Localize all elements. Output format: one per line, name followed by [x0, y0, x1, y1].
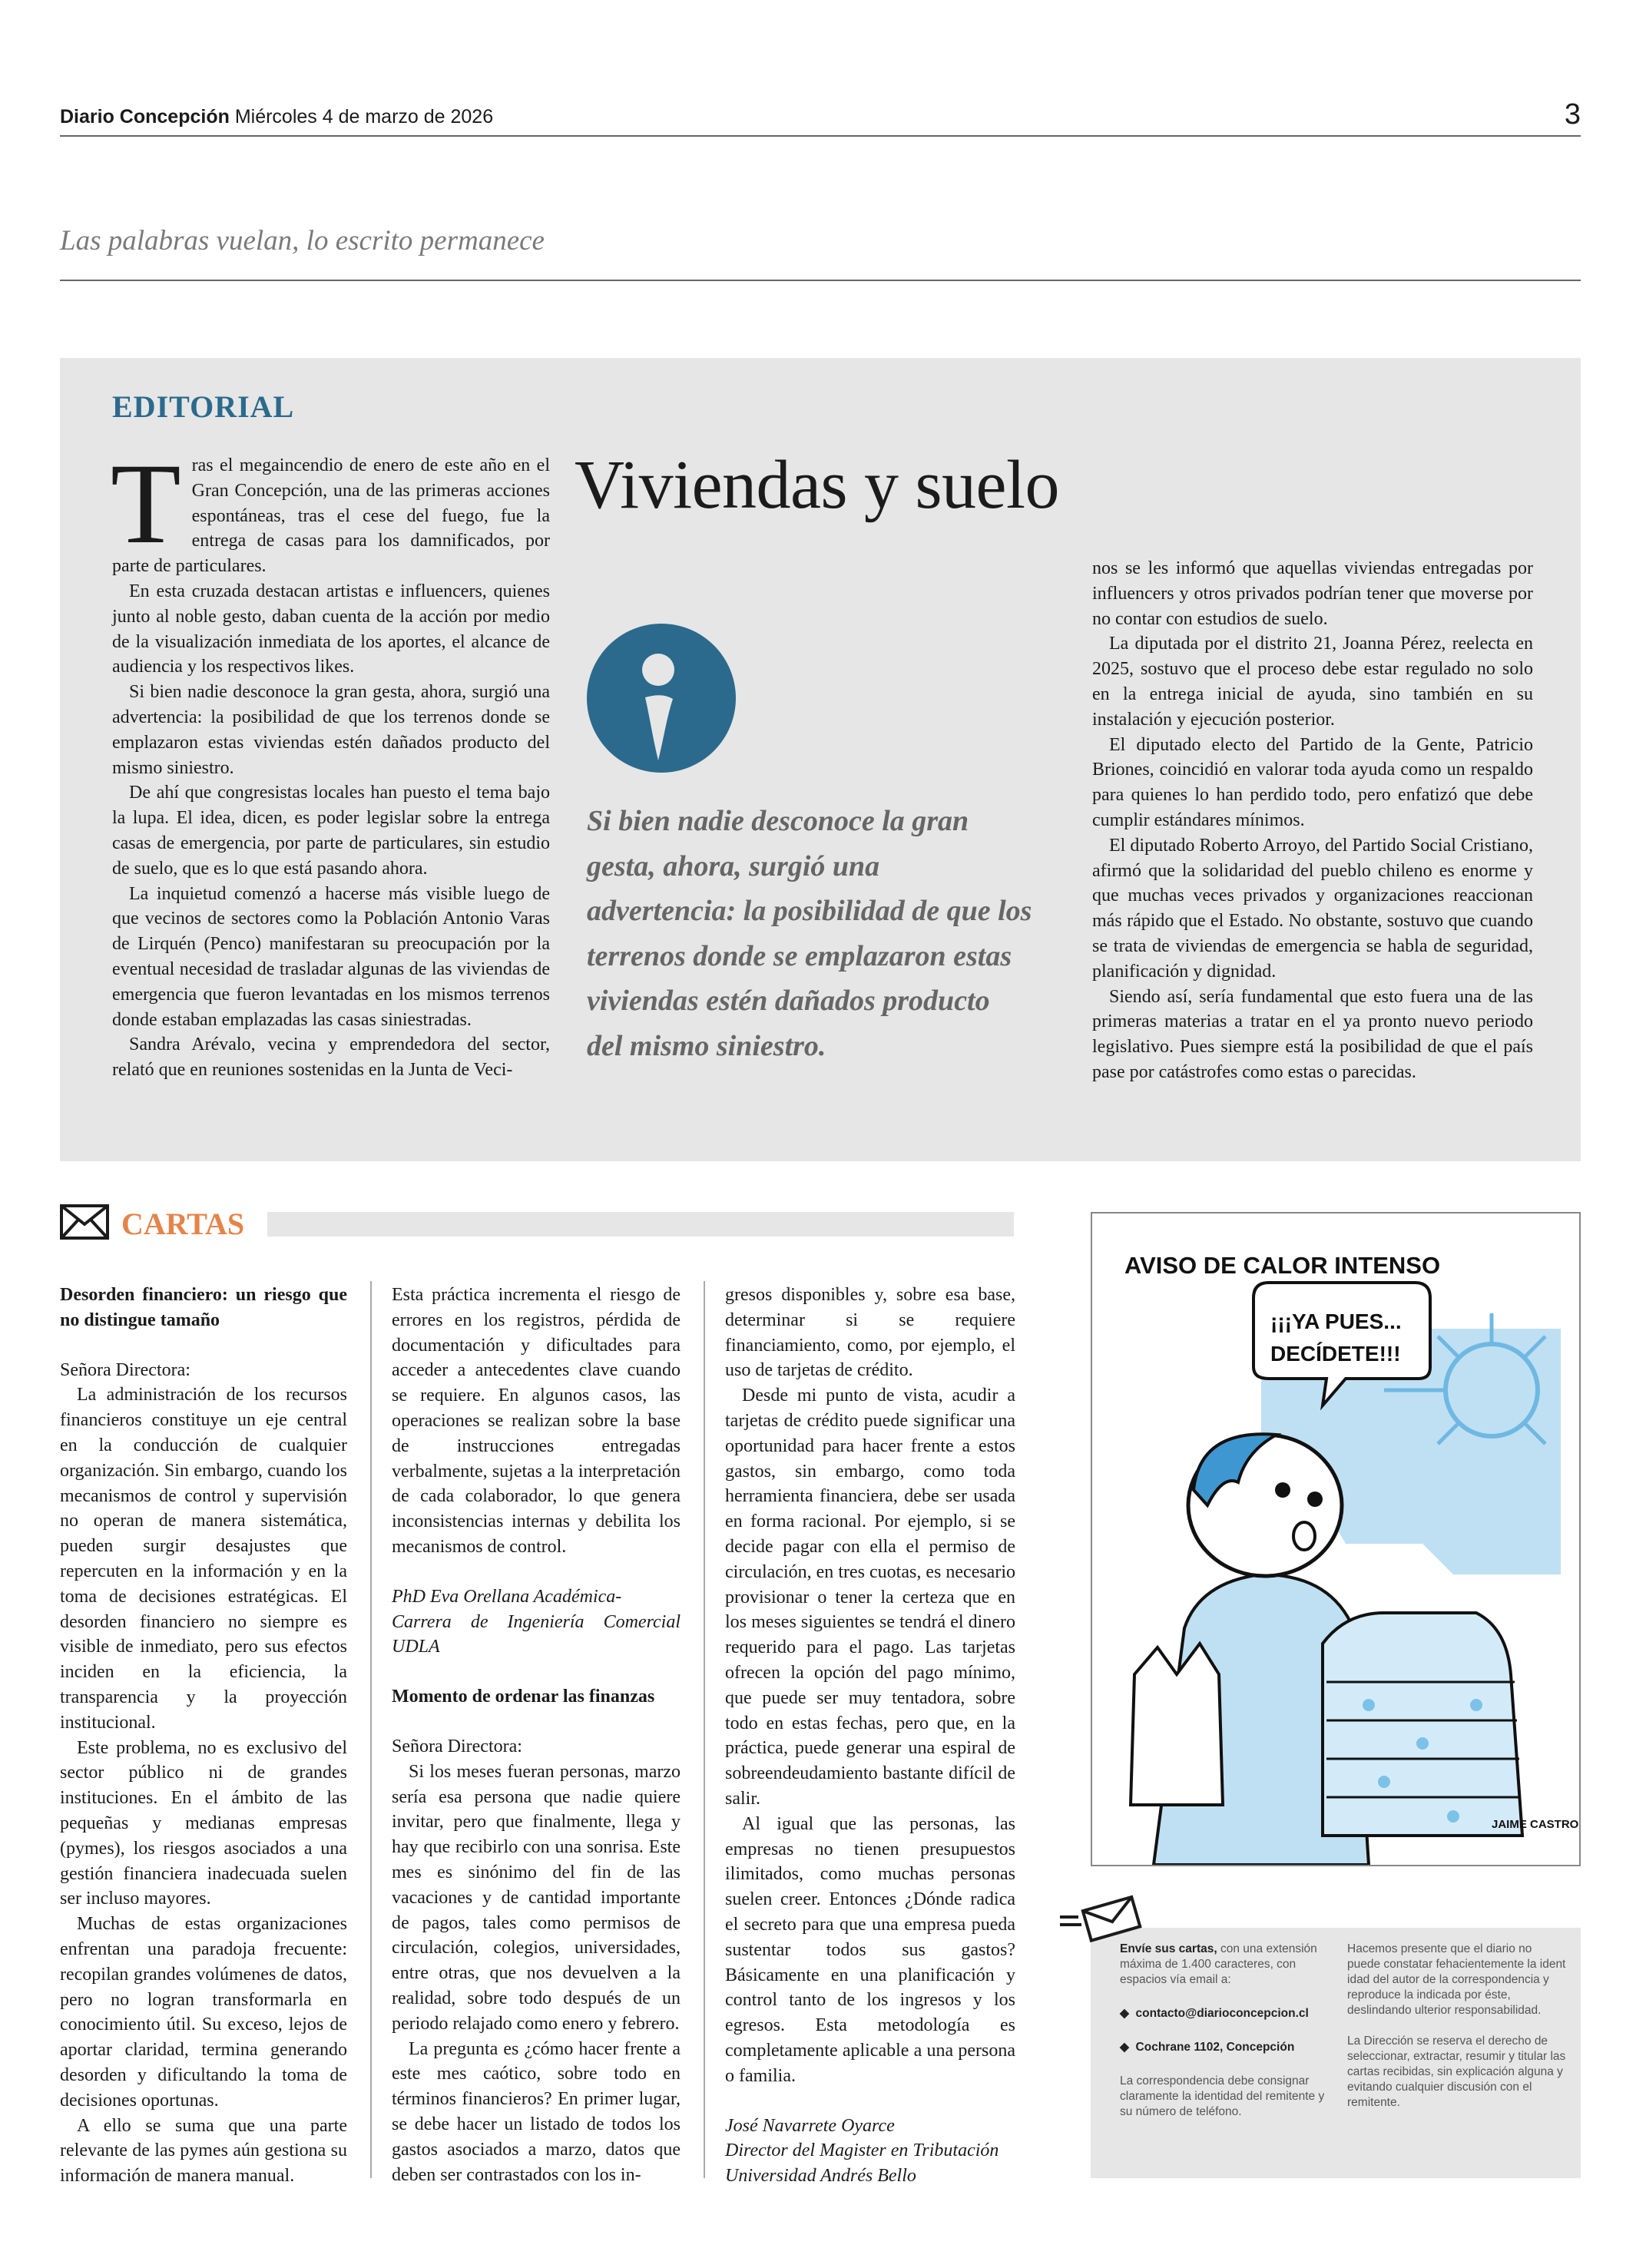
- cartas-header-bar: [267, 1212, 1014, 1237]
- editorial-paragraph: El diputado electo del Partido de la Gente, Patricio Briones, coincidió en valorar toda ayuda como un respaldo para quienes lo han perdido todo, pero enfatizó que debe cumplir estándares mínimos.: [1092, 734, 1533, 830]
- contact-address: ◆ Cochrane 1102, Concepción: [1120, 2041, 1295, 2054]
- editorial-title: Viviendas y suelo: [575, 447, 1059, 523]
- section-motto: Las palabras vuelan, lo escrito permanece: [60, 225, 545, 257]
- letter-signature: Carrera de Ingeniería Comercial UDLA: [392, 1611, 681, 1657]
- letter-paragraph: Desde mi punto de vista, acudir a tarjetas de crédito puede significar una oportunidad para hacer frente a estos gastos, sin embargo, como toda herramienta financiera, debe ser usada en forma racional. Por ejemplo, si se decide pagar con ella el permiso de circulación, en tres cuotas, es necesario provisionar o tener la certeza que en los meses siguientes se tendrá el dinero requerido para el pago. Las tarjetas ofrecen la opción del pago mínimo, que puede ser muy tentadora, sobre todo en estas fechas, pero que, en la práctica, puede generar una espiral de sobreendeudamiento bastante difícil de salir.: [725, 1386, 1015, 1809]
- contact-info: [1120, 1942, 1336, 2120]
- editorial-paragraph: Siendo así, sería fundamental que esto fuera una de las primeras materias a tratar en el ya pronto nuevo periodo legislativo. Pues siempre está la posibilidad de que el país pase por catástrofes como estas o parecidas.: [1092, 986, 1533, 1082]
- letter-paragraph: A ello se suma que una parte relevante de las pymes aún gestiona su información de manera manual.: [60, 2115, 347, 2187]
- editorial-column-1: [111, 440, 550, 1083]
- editorial-paragraph: La diputada por el distrito 21, Joanna Pérez, reelecta en 2025, sostuvo que el proceso debe estar regulado no solo en la entrega inicial de ayuda, sino también en su instalación y ejecución posterior.: [1092, 634, 1533, 730]
- editorial-first-paragraph: Tras el megaincendio de enero de este año en el Gran Concepción, una de las primeras acciones espontáneas, tras el cese del fuego, fue la entrega de casas para los damnificados, por parte de particulares.: [111, 440, 550, 577]
- character-mouth: [1293, 1522, 1315, 1550]
- pull-quote: Si bien nadie desconoce la gran gesta, ahora, surgió una advertencia: la posibilidad de que los terrenos donde se emplazaron estas viviendas estén dañados producto del mismo siniestro.: [587, 805, 1032, 1062]
- drop-cap: T: [111, 440, 181, 568]
- letter-salutation: Señora Directora:: [60, 1359, 190, 1380]
- letter-paragraph: gresos disponibles y, sobre esa base, determinar si se requiere financiamiento, como, por ejemplo, el uso de tarjetas de crédito.: [725, 1285, 1015, 1381]
- artist-signature: JAIME CASTRO: [1492, 1818, 1579, 1831]
- editorial-label: EDITORIAL: [112, 389, 295, 424]
- editorial-paragraph: En esta cruzada destacan artistas e influencers, quienes junto al noble gesto, daban cuenta de la acción por medio de la visualización inmediata de los aportes, el alcance de audiencia y los respectivos likes.: [112, 581, 550, 677]
- speech-line-1: ¡¡¡YA PUES...: [1270, 1309, 1402, 1333]
- letter-signature: Director del Magister en Tributación: [725, 2141, 999, 2161]
- letter-paragraph: Si los meses fueran personas, marzo sería esa persona que nadie quiere invitar, pero que finalmente, llega y hay que recibirlo con una sonrisa. Este mes es sinónimo del fin de las vacaciones y de cantidad importante de pagos, tales como permisos de circulación, colegios, universidades, entre otras, que nos devuelven a la realidad, sobre todo después de un periodo relajado como enero y febrero.: [392, 1761, 681, 2034]
- jacket-dot: [1363, 1699, 1375, 1711]
- letter-salutation: Señora Directora:: [392, 1736, 522, 1756]
- speech-line-2: DECÍDETE!!!: [1270, 1342, 1401, 1366]
- identity-note: La correspondencia debe consignar claramente la identidad del remitente y su número de teléfono.: [1120, 2074, 1325, 2118]
- envelope-icon: [60, 1204, 109, 1240]
- page-number: 3: [1564, 98, 1581, 131]
- editorial-column-3: [1092, 556, 1533, 1085]
- letter-signature: PhD Eva Orellana Académica-: [392, 1586, 622, 1607]
- letter-paragraph: Este problema, no es exclusivo del sector público ni de grandes instituciones. En el ámbito de las pequeñas y medianas empresas (pymes), los riesgos asociados a una gestión financiera inadecuada suelen ser incluso mayores.: [60, 1737, 347, 1909]
- editorial-paragraph: Si bien nadie desconoce la gran gesta, ahora, surgió una advertencia: la posibilidad de que los terrenos donde se emplazaron estas viviendas estén dañados producto del mismo siniestro.: [112, 682, 550, 778]
- letters-column-2: [392, 1283, 681, 2187]
- tank-top: [1131, 1644, 1223, 1805]
- editorial-paragraph: De ahí que congresistas locales han puesto el tema bajo la lupa. El idea, dicen, es poder legislar sobre la entrega casas de emergencia, por parte de particulares, sin estudio de suelo, que es lo que está pasando ahora.: [112, 783, 550, 879]
- letter-paragraph: Al igual que las personas, las empresas no tienen presupuestos ilimitados, como muchas personas suelen creer. Entonces ¿Dónde radica el secreto para que una empresa pueda sustentar todos sus gastos? Básicamente en una planificación y control tanto de los ingresos y los egresos. Esta metodología es completamente aplicable a una persona o familia.: [725, 1813, 1015, 2086]
- character-eye: [1307, 1492, 1323, 1507]
- jacket-dot: [1416, 1737, 1429, 1750]
- letter-paragraph: Muchas de estas organizaciones enfrentan una paradoja frecuente: recopilan grandes volúmenes de datos, pero no logran transformarla en conocimiento útil. Su exceso, lejos de aportar claridad, termina generando desorden y dificultando la toma de decisiones oportunas.: [60, 1914, 347, 2111]
- letter-signature: José Navarrete Oyarce: [725, 2115, 895, 2136]
- disclaimer: La Dirección se reserva el derecho de seleccionar, extractar, resumir y titular las cartas recibidas, sin explicación alguna y evitando cualquier discusión con el remitente.: [1347, 2035, 1566, 2109]
- letter-title: Momento de ordenar las finanzas: [392, 1687, 655, 1707]
- cartoon-title: AVISO DE CALOR INTENSO: [1124, 1252, 1441, 1279]
- editorial-paragraph: La inquietud comenzó a hacerse más visible luego de que vecinos de sectores como la Población Antonio Varas de Lirquén (Penco) manifestaran su preocupación por la eventual necesidad de trasladar algunas de las viviendas de emergencia que fueron levantadas en los mismos terrenos donde estaban emplazadas las casas siniestradas.: [112, 883, 550, 1030]
- letter-paragraph: La pregunta es ¿cómo hacer frente a este mes caótico, sobre todo en términos financieros? En primer lugar, se debe hacer un listado de todos los gastos asociados a marzo, datos que deben ser contrastados con los in-: [392, 2038, 681, 2185]
- send-mail-icon: [1058, 1894, 1143, 1943]
- puffer-jacket: [1323, 1613, 1522, 1836]
- contact-email[interactable]: ◆ contacto@diarioconcepcion.cl: [1120, 2007, 1309, 2020]
- editorial-paragraph: nos se les informó que aquellas viviendas entregadas por influencers y otros privados podrían tener que moverse por no contar con estudios de suelo.: [1092, 558, 1533, 629]
- letters-column-1: [60, 1283, 347, 2189]
- jacket-dot: [1470, 1699, 1482, 1711]
- header-divider: [60, 135, 1581, 137]
- jacket-dot: [1378, 1776, 1390, 1788]
- letter-paragraph: Esta práctica incrementa el riesgo de errores en los registros, pérdida de documentación y dificultades para acceder a antecedentes clave cuando se requiere. En algunos casos, las operaciones se realizan sobre la base de instrucciones entregadas verbalmente, sujetas a la interpretación de cada colaborador, lo que genera inconsistencias internas y debilita los mecanismos de control.: [392, 1285, 681, 1557]
- letter-paragraph: La administración de los recursos financieros constituye un eje central en la conducción de cualquier organización. Sin embargo, cuando los mecanismos de control y supervisión no operan de manera sistemática, pueden surgir desajustes que repercuten en la información y en la toma de decisiones estratégicas. El desorden financiero no siempre es visible de inmediato, pero sus efectos inciden en la eficiencia, la transparencia y la proyección institucional.: [60, 1385, 347, 1733]
- contact-disclaimers: [1347, 1942, 1567, 2111]
- motto-divider: [60, 280, 1581, 281]
- page-header: [60, 106, 1581, 137]
- letter-signature: Universidad Andrés Bello: [725, 2166, 916, 2187]
- newspaper-name: Diario Concepción: [60, 106, 230, 127]
- column-divider: [370, 1281, 372, 2178]
- character-eye: [1275, 1482, 1290, 1498]
- letter-title: Desorden financiero: un riesgo que no distingue tamaño: [60, 1285, 347, 1330]
- disclaimer: Hacemos presente que el diario no puede constatar fehacientemente la ident idad del autor de la correspondencia y reproduce la indicada por éste, deslindando ulterior responsabilidad.: [1347, 1942, 1566, 2017]
- cartoon: [1091, 1212, 1581, 1866]
- editorial-paragraph: Sandra Arévalo, vecina y emprendedora del sector, relató que en reuniones sostenidas en la Junta de Veci-: [112, 1035, 550, 1081]
- editorial-paragraph: El diputado Roberto Arroyo, del Partido Social Cristiano, afirmó que la solidaridad del pueblo chileno es enorme y que muchas veces privados y organizaciones reaccionan más rápido que el Estado. No obstante, sostuvo que cuando se trata de viviendas de emergencia se habla de seguridad, planificación y dignidad.: [1092, 835, 1533, 982]
- jacket-dot: [1447, 1810, 1459, 1823]
- send-instructions: Envíe sus cartas, con una extensión máxima de 1.400 caracteres, con espacios vía email a:: [1120, 1942, 1317, 1986]
- issue-date: Miércoles 4 de marzo de 2026: [234, 106, 494, 127]
- cartas-label: CARTAS: [121, 1207, 245, 1241]
- column-divider: [704, 1281, 705, 2178]
- letters-column-3: [725, 1283, 1015, 2189]
- info-icon: [587, 624, 736, 773]
